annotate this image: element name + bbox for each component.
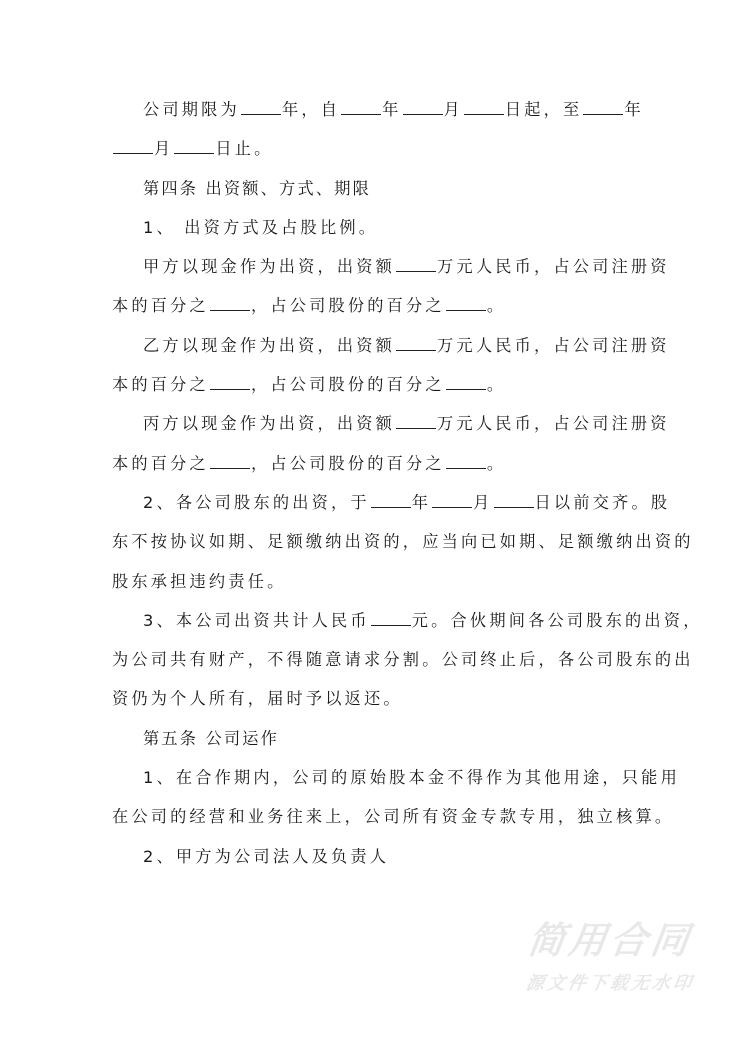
fill-in-blank — [341, 97, 381, 115]
text-segment: 资仍为个人所有，届时予以返还。 — [112, 689, 403, 709]
text-line — [112, 489, 671, 528]
fill-in-blank — [210, 293, 250, 311]
text-line — [112, 410, 670, 449]
text-line — [112, 371, 632, 410]
text-segment: 年 — [411, 492, 432, 512]
text-segment: 月 — [154, 139, 174, 159]
fill-in-blank — [583, 97, 623, 115]
text-line — [112, 685, 632, 724]
text-segment: 年，自 — [281, 100, 341, 119]
text-segment: 公司期限为 — [143, 100, 240, 119]
fill-in-blank — [113, 136, 153, 154]
text-segment: 丙方以现金作为出资，出资额 — [143, 414, 396, 434]
text-line — [112, 764, 680, 803]
text-segment: 本的百分之 — [112, 375, 209, 395]
fill-in-blank — [371, 608, 411, 626]
text-segment: 为公司共有财产，不得随意请求分割。公司终止后，各公司股东的出 — [112, 650, 694, 670]
fill-in-blank — [210, 372, 250, 390]
text-segment: ，占公司股份的百分之 — [250, 296, 445, 316]
text-line — [112, 96, 644, 135]
text-segment: 2、甲方为公司法人及负责人 — [143, 846, 390, 866]
text-segment: 日以前交齐。股 — [534, 492, 671, 512]
text-segment: 第四条 出资额、方式、期限 — [143, 178, 371, 198]
fill-in-blank — [432, 490, 472, 508]
text-segment: 乙方以现金作为出资，出资额 — [143, 335, 396, 355]
fill-in-blank — [446, 293, 486, 311]
watermark — [515, 918, 705, 998]
fill-in-blank — [446, 372, 486, 390]
text-line — [112, 292, 632, 331]
fill-in-blank — [403, 97, 443, 115]
watermark-subtitle: 源文件下载无水印 — [524, 973, 696, 994]
text-segment: 年 — [624, 100, 644, 119]
text-segment: 1、在合作期内，公司的原始股本金不得作为其他用途，只能用 — [143, 768, 680, 788]
text-line — [112, 332, 670, 371]
text-segment: 万元人民币，占公司注册资 — [437, 335, 670, 355]
document-page — [112, 96, 703, 882]
fill-in-blank — [241, 97, 281, 115]
text-segment: 月 — [443, 100, 463, 119]
text-line — [112, 568, 632, 607]
text-line — [112, 646, 694, 685]
text-line — [112, 843, 632, 882]
text-line — [112, 607, 703, 646]
text-segment: 甲方以现金作为出资，出资额 — [143, 257, 396, 277]
text-segment: 元。合伙期间各公司股东的出资， — [411, 610, 703, 630]
text-segment: 万元人民币，占公司注册资 — [437, 257, 670, 277]
fill-in-blank — [396, 411, 436, 429]
text-segment: ，占公司股份的百分之 — [250, 453, 445, 473]
text-segment: 。 — [486, 296, 507, 316]
text-segment: 万元人民币，占公司注册资 — [437, 414, 670, 434]
text-line — [112, 253, 670, 292]
fill-in-blank — [464, 97, 504, 115]
text-segment: 日止。 — [215, 139, 274, 159]
text-segment: 1、 出资方式及占股比例。 — [143, 217, 379, 237]
fill-in-blank — [174, 136, 214, 154]
fill-in-blank — [396, 333, 436, 351]
fill-in-blank — [446, 451, 486, 469]
text-segment: 。 — [486, 375, 507, 395]
text-segment: ，占公司股份的百分之 — [250, 375, 445, 395]
watermark-title: 简用合同 — [525, 919, 696, 962]
fill-in-blank — [371, 490, 411, 508]
text-segment: 本的百分之 — [112, 296, 209, 316]
text-segment: 3、本公司出资共计人民币 — [143, 610, 370, 630]
text-segment: 在公司的经营和业务往来上，公司所有资金专款专用，独立核算。 — [112, 807, 675, 827]
text-line — [112, 450, 632, 489]
fill-in-blank — [494, 490, 534, 508]
text-segment: 日起，至 — [504, 100, 583, 119]
section-heading — [112, 725, 632, 764]
fill-in-blank — [396, 254, 436, 272]
text-segment: 。 — [486, 453, 507, 473]
text-segment: 2、各公司股东的出资，于 — [143, 492, 370, 512]
text-segment: 股东承担违约责任。 — [112, 571, 287, 591]
section-heading — [112, 175, 632, 214]
text-segment: 本的百分之 — [112, 453, 209, 473]
text-segment: 第五条 公司运作 — [143, 728, 280, 748]
text-line — [112, 803, 675, 842]
text-segment: 年 — [382, 100, 402, 119]
text-line — [112, 135, 632, 174]
text-segment: 月 — [473, 492, 493, 512]
text-line — [112, 528, 694, 567]
text-line — [112, 214, 632, 253]
text-segment: 东不按协议如期、足额缴纳出资的，应当向已如期、足额缴纳出资的 — [112, 532, 694, 552]
fill-in-blank — [210, 451, 250, 469]
